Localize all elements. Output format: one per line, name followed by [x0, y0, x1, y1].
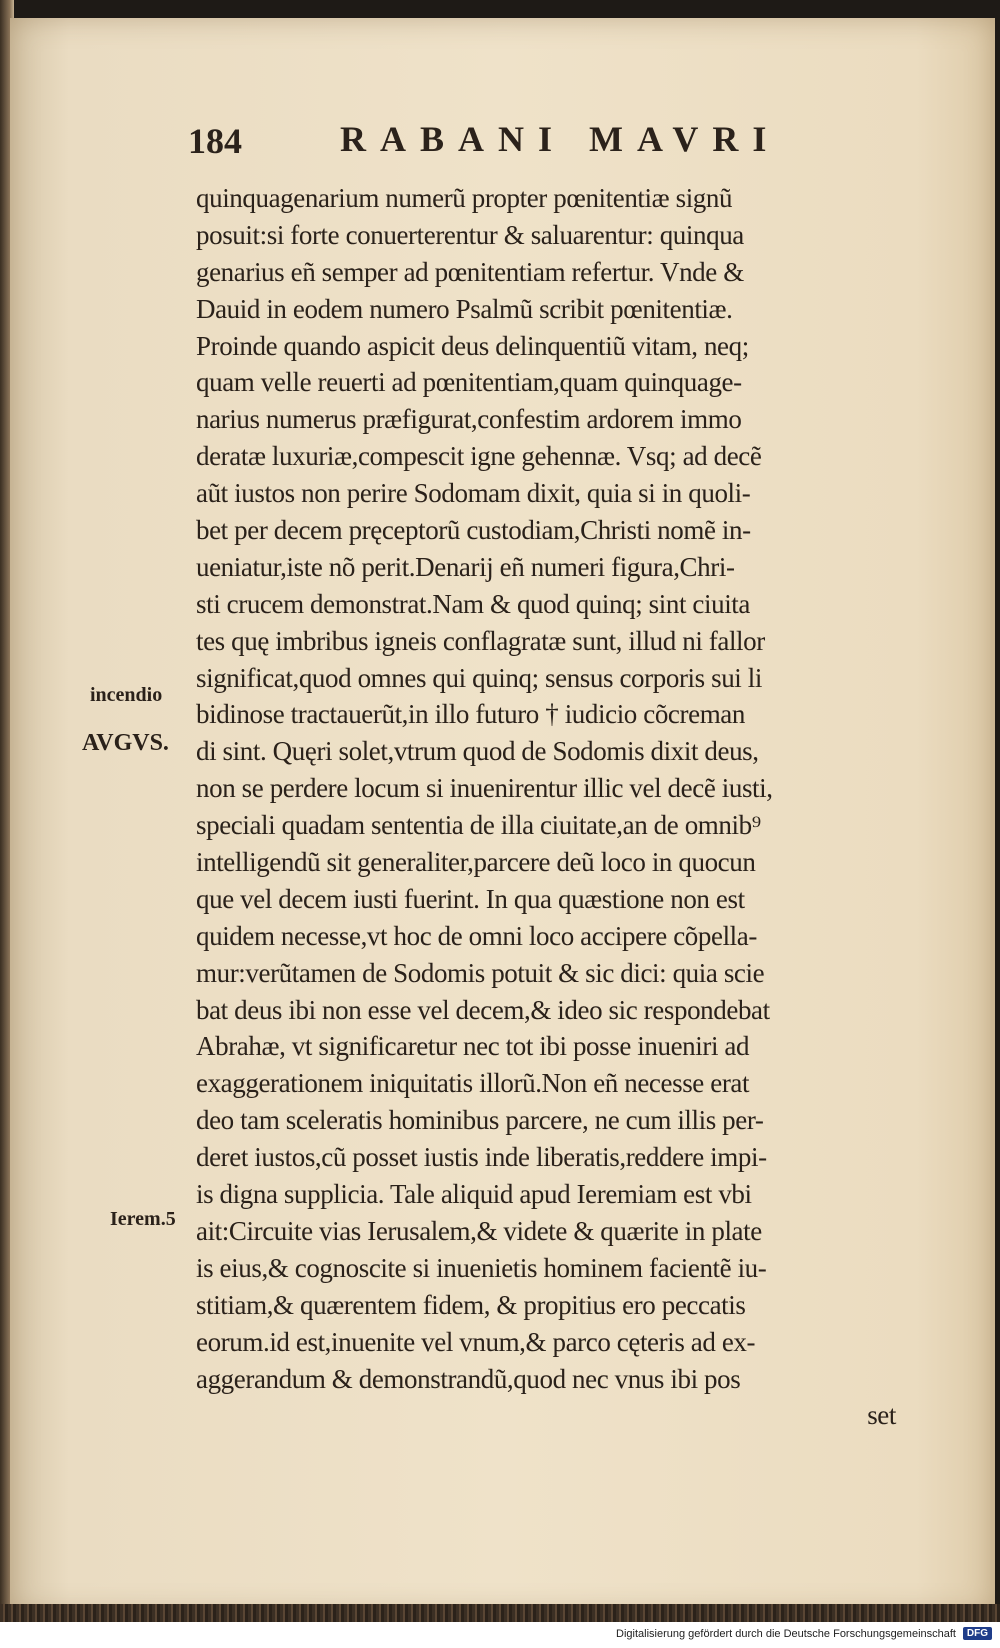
text-line: quam velle reuerti ad pœnitentiam,quam quinquage- [196, 367, 742, 398]
running-head: RABANI MAVRI [340, 119, 781, 159]
text-line: sti crucem demonstrat.Nam & quod quinq; sint ciuita [196, 588, 750, 619]
text-line: tes quę imbribus igneis conflagratæ sunt, illud ni fallor [196, 625, 765, 656]
page-edge [0, 1604, 1000, 1622]
footer-credit: Digitalisierung gefördert durch die Deutsche Forschungsgemeinschaft [616, 1628, 956, 1640]
margin-note-incendio: incendio [90, 684, 163, 706]
text-line: quinquagenarium numerũ propter pœnitentiæ signũ [196, 183, 733, 213]
text-line: bat deus ibi non esse vel decem,& ideo sic respondebat [196, 994, 770, 1025]
text-line: ueniatur,iste nõ perit.Denarij eñ numeri figura,Chri- [196, 551, 735, 582]
page-number: 184 [188, 121, 242, 161]
dfg-logo: DFG [963, 1627, 992, 1640]
text-line: Abrahæ, vt significaretur nec tot ibi posse inueniri ad [196, 1031, 750, 1062]
text-line: quidem necesse,vt hoc de omni loco accipere cõpella- [196, 920, 757, 951]
text-line: Dauid in eodem numero Psalmũ scribit pœnitentiæ. [196, 293, 733, 324]
text-line: eorum.id est,inuenite vel vnum,& parco cęteris ad ex- [196, 1326, 756, 1357]
text-line: is eius,& cognoscite si inuenietis hominem facientẽ iu- [196, 1252, 767, 1283]
text-line: is digna supplicia. Tale aliquid apud Ieremiam est vbi [196, 1179, 752, 1210]
text-line: aũt iustos non perire Sodomam dixit, quia si in quoli- [196, 478, 751, 509]
text-line: posuit:si forte conuerterentur & saluarentur: quinqua [196, 219, 744, 250]
text-line: aggerandum & demonstrandũ,quod nec vnus ibi pos [196, 1363, 741, 1394]
margin-note-ieremias: Ierem.5 [110, 1208, 176, 1230]
text-line: deret iustos,cũ posset iustis inde liberatis,reddere impi- [196, 1142, 767, 1173]
text-line: deratæ luxuriæ,compescit igne gehennæ. Vsq; ad decẽ [196, 441, 762, 472]
text-line: di sint. Quęri solet,vtrum quod de Sodomis dixit deus, [196, 736, 759, 767]
text-line: non se perdere locum si inuenirentur illic vel decẽ iusti, [196, 773, 773, 804]
text-line: genarius eñ semper ad pœnitentiam refertur. Vnde & [196, 256, 744, 287]
text-line: stitiam,& quærentem fidem, & propitius ero peccatis [196, 1289, 746, 1320]
text-line: Proinde quando aspicit deus delinquentiũ vitam, neq; [196, 330, 749, 361]
text-line: mur:verũtamen de Sodomis potuit & sic dici: quia scie [196, 957, 765, 988]
text-line: exaggerationem iniquitatis illorũ.Non eñ necesse erat [196, 1068, 750, 1099]
text-line: ait:Circuite vias Ierusalem,& videte & quærite in plate [196, 1215, 762, 1246]
text-line: speciali quadam sententia de illa ciuitate,an de omnib⁹ [196, 810, 761, 841]
text-line: narius numerus præfigurat,confestim ardorem immo [196, 404, 742, 435]
text-line: bidinose tractauerũt,in illo futuro † iudicio cõcreman [196, 699, 745, 730]
text-line: que vel decem iusti fuerint. In qua quæstione non est [196, 883, 745, 914]
text-line: bet per decem pręceptorũ custodiam,Christi nomẽ in- [196, 515, 751, 546]
body-text [196, 180, 936, 1434]
text-line: deo tam sceleratis hominibus parcere, ne cum illis per- [196, 1105, 764, 1136]
catchword: set [867, 1400, 896, 1431]
text-line: intelligendũ sit generaliter,parcere deũ loco in quocun [196, 847, 756, 878]
margin-note-augustinus: AVGVS. [82, 730, 169, 756]
text-line: significat,quod omnes qui quinq; sensus corporis sui li [196, 662, 762, 693]
